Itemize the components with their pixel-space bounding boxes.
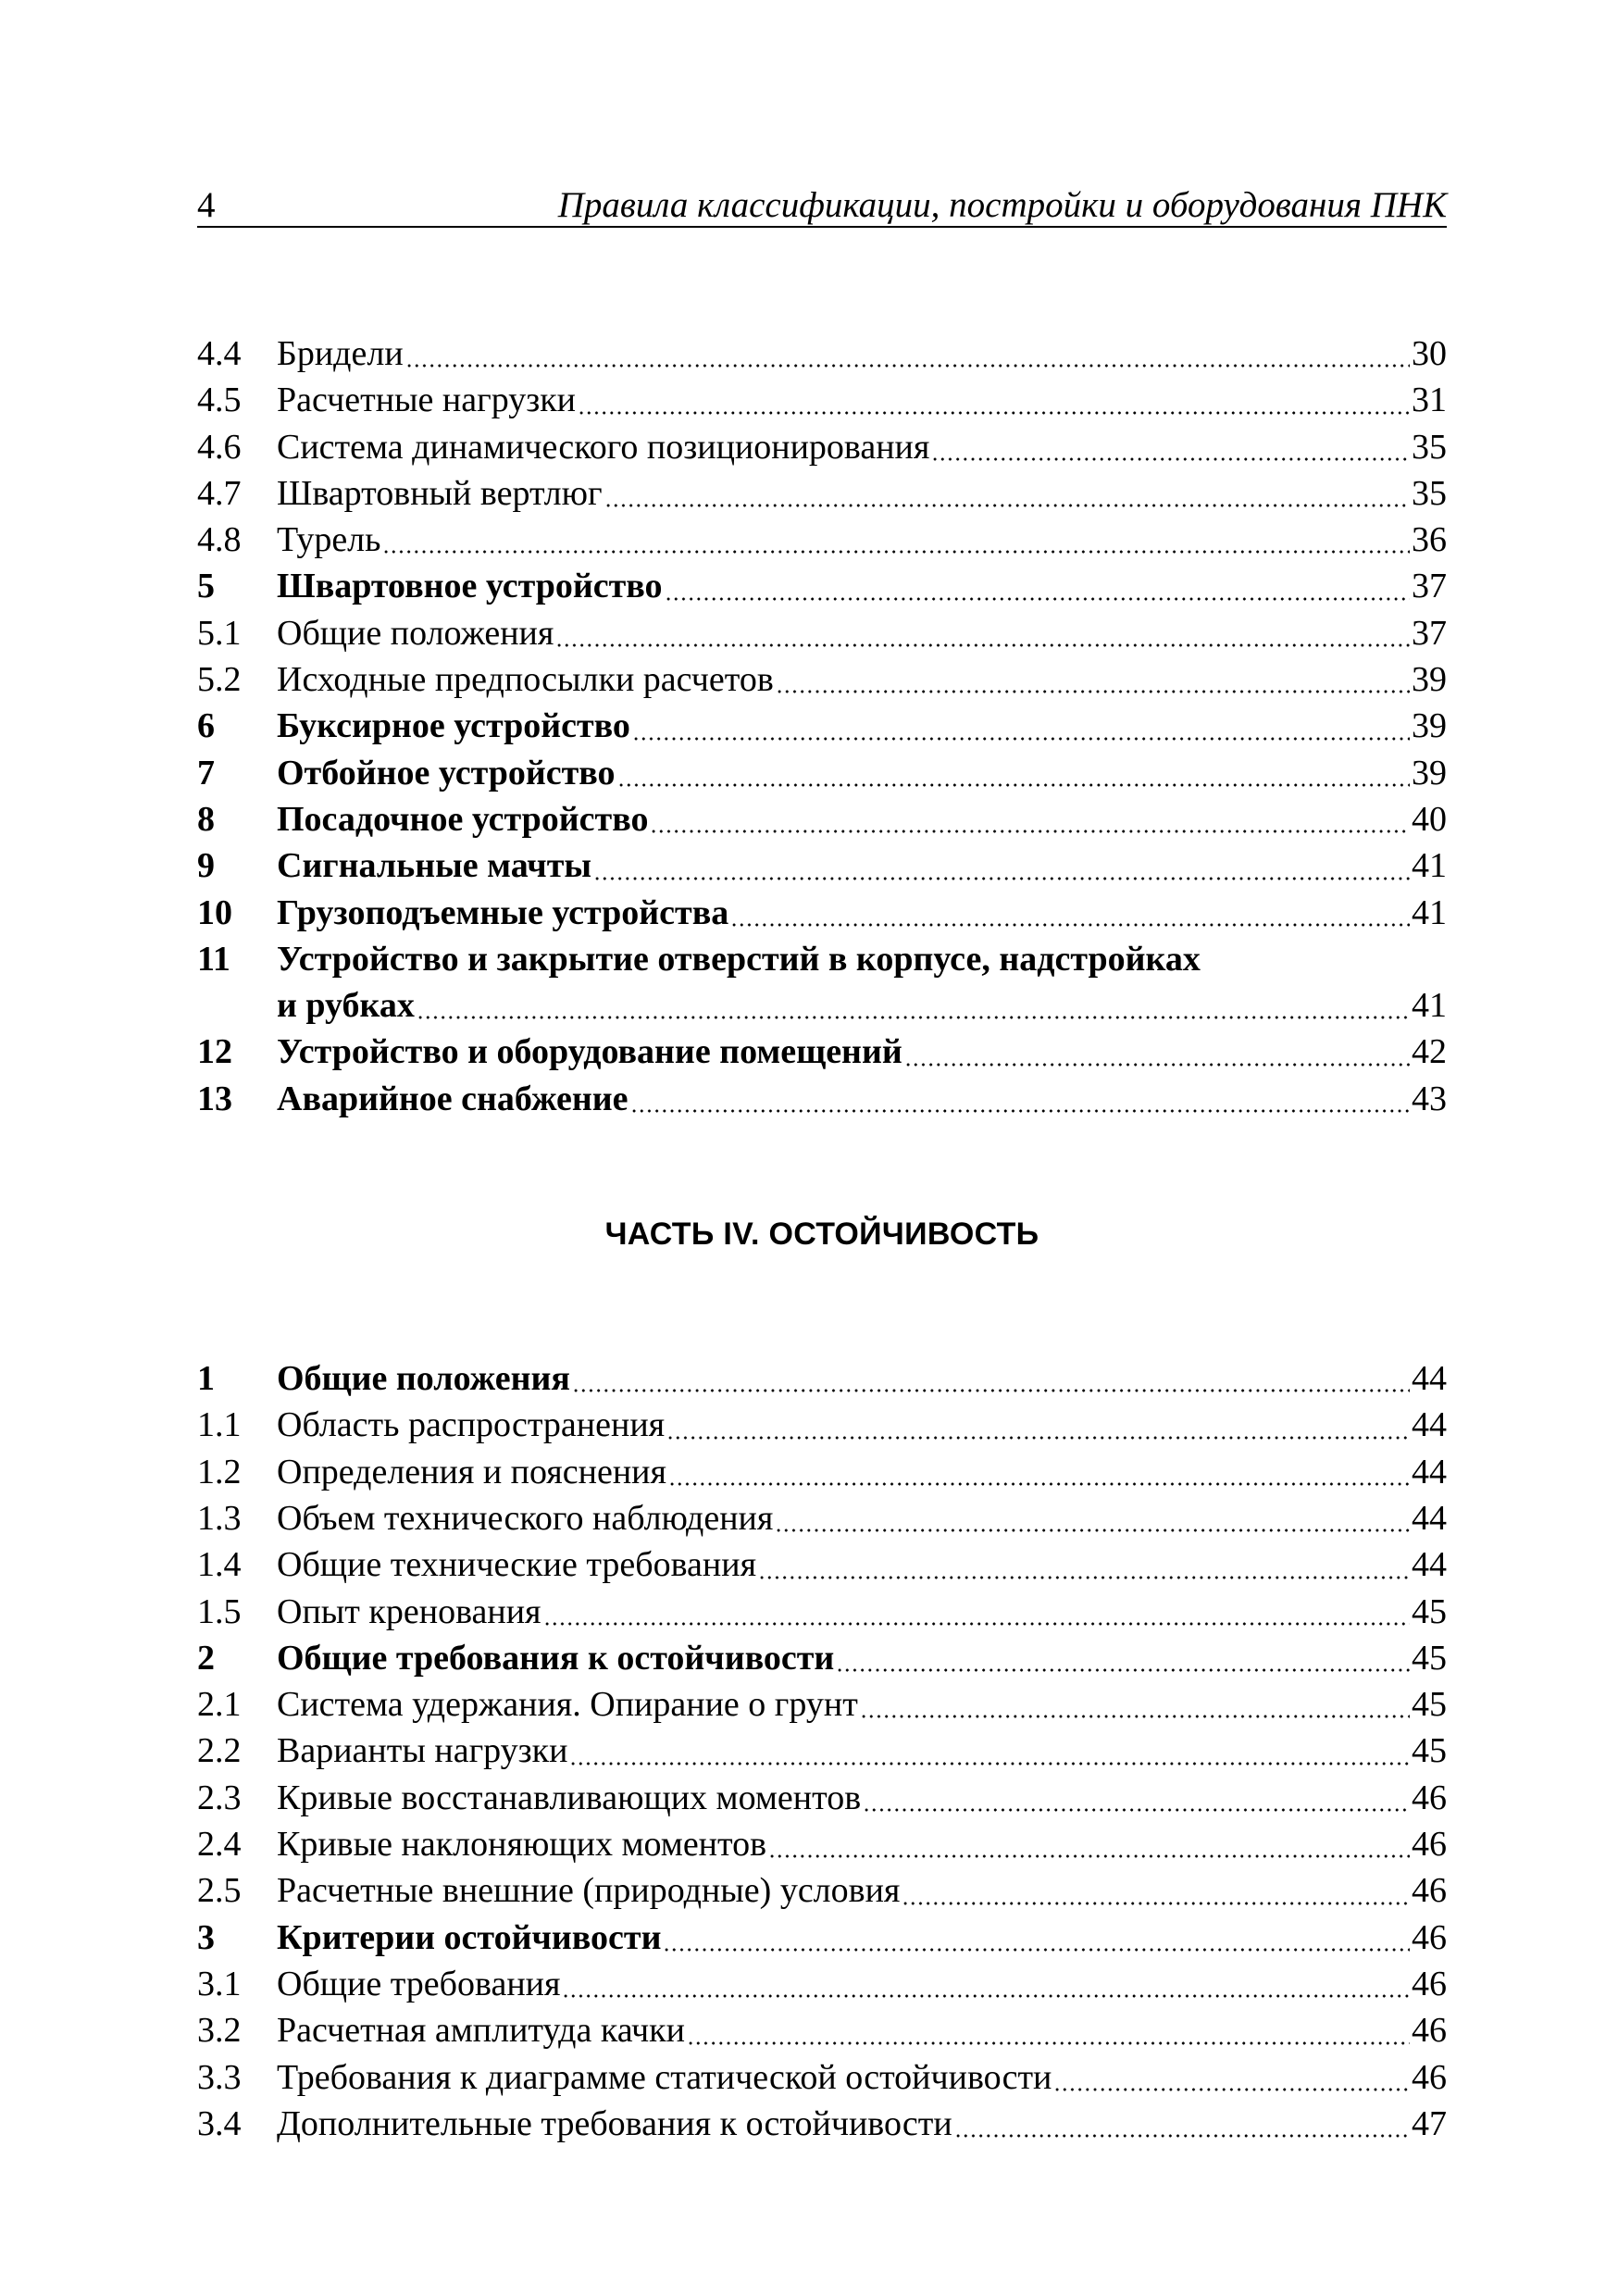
toc-entry-title: Устройство и оборудование помещений — [277, 1032, 902, 1072]
toc-entry[interactable] — [197, 703, 1447, 749]
toc-section-number: 6 — [197, 706, 215, 746]
toc-section-number: 11 — [197, 939, 230, 979]
toc-section-number: 2.4 — [197, 1825, 242, 1865]
toc-entry[interactable] — [197, 842, 1447, 889]
toc-entry-title: Расчетные внешние (природные) условия — [277, 1871, 901, 1911]
toc-section-number: 2 — [197, 1638, 215, 1678]
dot-leader — [954, 2133, 1410, 2139]
toc-entry[interactable] — [197, 377, 1447, 423]
toc-section-number: 3.4 — [197, 2103, 242, 2143]
toc-section-number: 4.4 — [197, 334, 242, 373]
toc-section-number: 1.2 — [197, 1452, 242, 1491]
toc-entry[interactable] — [197, 563, 1447, 609]
toc-section-number: 3.2 — [197, 2011, 242, 2051]
dot-leader — [758, 1575, 1410, 1580]
dot-leader — [863, 1807, 1410, 1813]
toc-section-number: 5 — [197, 567, 215, 606]
toc-entry-title: Требования к диаграмме статической остойчивости — [277, 2057, 1052, 2097]
toc-entry-title: Грузоподъемные устройства — [277, 892, 729, 932]
toc-page-number: 46 — [1412, 2057, 1447, 2097]
dot-leader — [405, 363, 1410, 368]
toc-page-number: 46 — [1412, 1871, 1447, 1911]
toc-entry[interactable] — [197, 1589, 1447, 1635]
toc-section-number: 5.1 — [197, 613, 242, 653]
toc-entry[interactable] — [197, 331, 1447, 377]
toc-entry-title: Общие положения — [277, 613, 554, 653]
toc-section-number: 10 — [197, 892, 232, 932]
toc-page-number: 45 — [1412, 1731, 1447, 1771]
dot-leader — [543, 1621, 1410, 1627]
toc-entry[interactable] — [197, 517, 1447, 563]
toc-entry-title: Отбойное устройство — [277, 753, 616, 792]
toc-section-number: 3 — [197, 1917, 215, 1957]
toc-page-number: 35 — [1412, 427, 1447, 467]
dot-leader — [666, 1435, 1410, 1441]
toc-entry-title: Бридели — [277, 334, 404, 373]
toc-page-number: 39 — [1412, 706, 1447, 746]
toc-entry[interactable] — [197, 1495, 1447, 1541]
dot-leader — [604, 503, 1410, 508]
dot-leader — [578, 410, 1410, 416]
toc-entry-title: Устройство и закрытие отверстий в корпусе, надстройках — [277, 939, 1201, 979]
dot-leader — [668, 1481, 1410, 1487]
toc-entry[interactable] — [197, 2007, 1447, 2053]
dot-leader — [687, 2040, 1410, 2046]
toc-section-number: 5.2 — [197, 660, 242, 700]
toc-page-number: 39 — [1412, 660, 1447, 700]
toc-page-number: 41 — [1412, 846, 1447, 886]
document-page — [197, 176, 1447, 2147]
toc-entry-title: Исходные предпосылки расчетов — [277, 660, 774, 700]
toc-section-number: 12 — [197, 1032, 232, 1072]
page-header — [197, 176, 1447, 228]
toc-entry-title: Критерии остойчивости — [277, 1917, 662, 1957]
toc-section-number: 9 — [197, 846, 215, 886]
toc-page-number: 44 — [1412, 1452, 1447, 1491]
toc-page-number: 31 — [1412, 381, 1447, 420]
toc-section-number: 2.2 — [197, 1731, 242, 1771]
toc-entry-title: Буксирное устройство — [277, 706, 630, 746]
toc-page-number: 45 — [1412, 1638, 1447, 1678]
toc-entry-title: Система удержания. Опирание о грунт — [277, 1685, 858, 1725]
toc-entry-title: Турель — [277, 520, 381, 560]
toc-entry[interactable] — [197, 750, 1447, 796]
toc-section-number: 1.1 — [197, 1405, 242, 1445]
toc-page-number: 40 — [1412, 799, 1447, 839]
dot-leader — [665, 596, 1410, 602]
dot-leader — [555, 643, 1410, 648]
toc-entry[interactable] — [197, 1355, 1447, 1402]
toc-entry[interactable] — [197, 2054, 1447, 2101]
toc-page-number: 46 — [1412, 1917, 1447, 1957]
toc-page-number: 44 — [1412, 1545, 1447, 1585]
toc-page-number: 42 — [1412, 1032, 1447, 1072]
part-iv-title: ЧАСТЬ IV. ОСТОЙЧИВОСТЬ — [604, 1217, 1039, 1253]
dot-leader — [417, 1015, 1410, 1020]
dot-leader — [630, 1108, 1410, 1114]
dot-leader — [904, 1062, 1410, 1067]
dot-leader — [836, 1667, 1410, 1673]
toc-entry-title: Расчетная амплитуда качки — [277, 2011, 685, 2051]
toc-entry[interactable] — [197, 1728, 1447, 1774]
dot-leader — [902, 1901, 1410, 1906]
toc-page-number: 41 — [1412, 986, 1447, 1026]
toc-entry-title: Общие положения — [277, 1359, 570, 1399]
toc-entry[interactable] — [197, 1402, 1447, 1448]
toc-page-number: 46 — [1412, 1825, 1447, 1865]
toc-page-number: 44 — [1412, 1498, 1447, 1538]
toc-entry-title: Расчетные нагрузки — [277, 381, 577, 420]
toc-entry-title: Кривые восстанавливающих моментов — [277, 1778, 862, 1817]
dot-leader — [1053, 2087, 1410, 2092]
toc-entry[interactable] — [197, 1635, 1447, 1681]
toc-section-number: 2.1 — [197, 1685, 242, 1725]
toc-entry-title: Швартовный вертлюг — [277, 473, 603, 513]
dot-leader — [593, 876, 1410, 881]
toc-page-number: 46 — [1412, 1964, 1447, 2003]
toc-entry-title: Область распространения — [277, 1405, 666, 1445]
dot-leader — [632, 736, 1410, 742]
toc-part4-list — [197, 1355, 1447, 2147]
toc-entry[interactable] — [197, 982, 1447, 1029]
toc-entry[interactable] — [197, 1029, 1447, 1075]
toc-entry-title: Дополнительные требования к остойчивости — [277, 2103, 952, 2143]
toc-entry[interactable] — [197, 1076, 1447, 1122]
toc-page-number: 46 — [1412, 1778, 1447, 1817]
toc-section-number: 4.7 — [197, 473, 242, 513]
toc-entry[interactable] — [197, 470, 1447, 517]
toc-entry-title: Кривые наклоняющих моментов — [277, 1825, 767, 1865]
toc-page-number: 43 — [1412, 1079, 1447, 1118]
dot-leader — [860, 1714, 1410, 1719]
toc-entry[interactable] — [197, 1915, 1447, 1961]
toc-entry[interactable] — [197, 2101, 1447, 2147]
dot-leader — [572, 1388, 1410, 1393]
toc-section-number: 4.5 — [197, 381, 242, 420]
toc-entry[interactable] — [197, 1449, 1447, 1495]
toc-entry-title: Посадочное устройство — [277, 799, 649, 839]
toc-entry-title: и рубках — [277, 986, 415, 1026]
toc-section-number: 13 — [197, 1079, 232, 1118]
toc-entry-title: Объем технического наблюдения — [277, 1498, 774, 1538]
toc-entry[interactable] — [197, 610, 1447, 656]
dot-leader — [562, 1993, 1410, 1999]
toc-entry[interactable] — [197, 1775, 1447, 1821]
toc-page-number: 45 — [1412, 1591, 1447, 1631]
toc-section-number: 7 — [197, 753, 215, 792]
toc-entry-title: Сигнальные мачты — [277, 846, 592, 886]
toc-section-number: 2.3 — [197, 1778, 242, 1817]
toc-page-number: 39 — [1412, 753, 1447, 792]
toc-page-number: 37 — [1412, 613, 1447, 653]
toc-entry-title: Определения и пояснения — [277, 1452, 666, 1491]
toc-section-number: 4.6 — [197, 427, 242, 467]
page-number: 4 — [197, 185, 216, 225]
toc-page-number: 37 — [1412, 567, 1447, 606]
toc-entry[interactable] — [197, 1541, 1447, 1588]
dot-leader — [663, 1947, 1410, 1953]
toc-section-number: 2.5 — [197, 1871, 242, 1911]
dot-leader — [382, 549, 1410, 555]
toc-entry[interactable] — [197, 1821, 1447, 1867]
toc-page-number: 44 — [1412, 1359, 1447, 1399]
toc-entry-title: Система динамического позиционирования — [277, 427, 930, 467]
toc-entry[interactable] — [197, 890, 1447, 936]
toc-entry[interactable] — [197, 936, 1447, 982]
toc-page-number: 47 — [1412, 2103, 1447, 2143]
toc-page-number: 30 — [1412, 334, 1447, 373]
dot-leader — [775, 1528, 1410, 1533]
toc-page-number: 35 — [1412, 473, 1447, 513]
toc-entry-title: Опыт кренования — [277, 1591, 541, 1631]
toc-page-number: 45 — [1412, 1685, 1447, 1725]
toc-entry[interactable] — [197, 796, 1447, 842]
dot-leader — [617, 782, 1410, 788]
toc-section-number: 1 — [197, 1359, 215, 1399]
dot-leader — [776, 689, 1410, 694]
toc-entry[interactable] — [197, 1681, 1447, 1728]
toc-entry-title: Общие технические требования — [277, 1545, 757, 1585]
dot-leader — [768, 1853, 1410, 1859]
toc-entry[interactable] — [197, 1961, 1447, 2007]
toc-section-number: 1.3 — [197, 1498, 242, 1538]
toc-section-number: 1.4 — [197, 1545, 242, 1585]
toc-entry[interactable] — [197, 656, 1447, 703]
dot-leader — [931, 456, 1410, 462]
toc-section-number: 4.8 — [197, 520, 242, 560]
toc-entry-title: Общие требования — [277, 1964, 561, 2003]
toc-entry-title: Аварийное снабжение — [277, 1079, 629, 1118]
toc-entry[interactable] — [197, 424, 1447, 470]
toc-entry[interactable] — [197, 1867, 1447, 1914]
toc-section-number: 8 — [197, 799, 215, 839]
toc-page-number: 36 — [1412, 520, 1447, 560]
toc-part3-list — [197, 331, 1447, 1122]
toc-entry-title: Варианты нагрузки — [277, 1731, 568, 1771]
dot-leader — [650, 829, 1410, 834]
toc-section-number: 1.5 — [197, 1591, 242, 1631]
toc-page-number: 44 — [1412, 1405, 1447, 1445]
running-title: Правила классификации, постройки и оборудования ПНК — [557, 185, 1447, 225]
dot-leader — [730, 922, 1410, 928]
dot-leader — [569, 1761, 1410, 1766]
toc-entry-title: Общие требования к остойчивости — [277, 1638, 835, 1678]
toc-section-number: 3.1 — [197, 1964, 242, 2003]
toc-page-number: 46 — [1412, 2011, 1447, 2051]
toc-page-number: 41 — [1412, 892, 1447, 932]
toc-section-number: 3.3 — [197, 2057, 242, 2097]
toc-entry-title: Швартовное устройство — [277, 567, 663, 606]
